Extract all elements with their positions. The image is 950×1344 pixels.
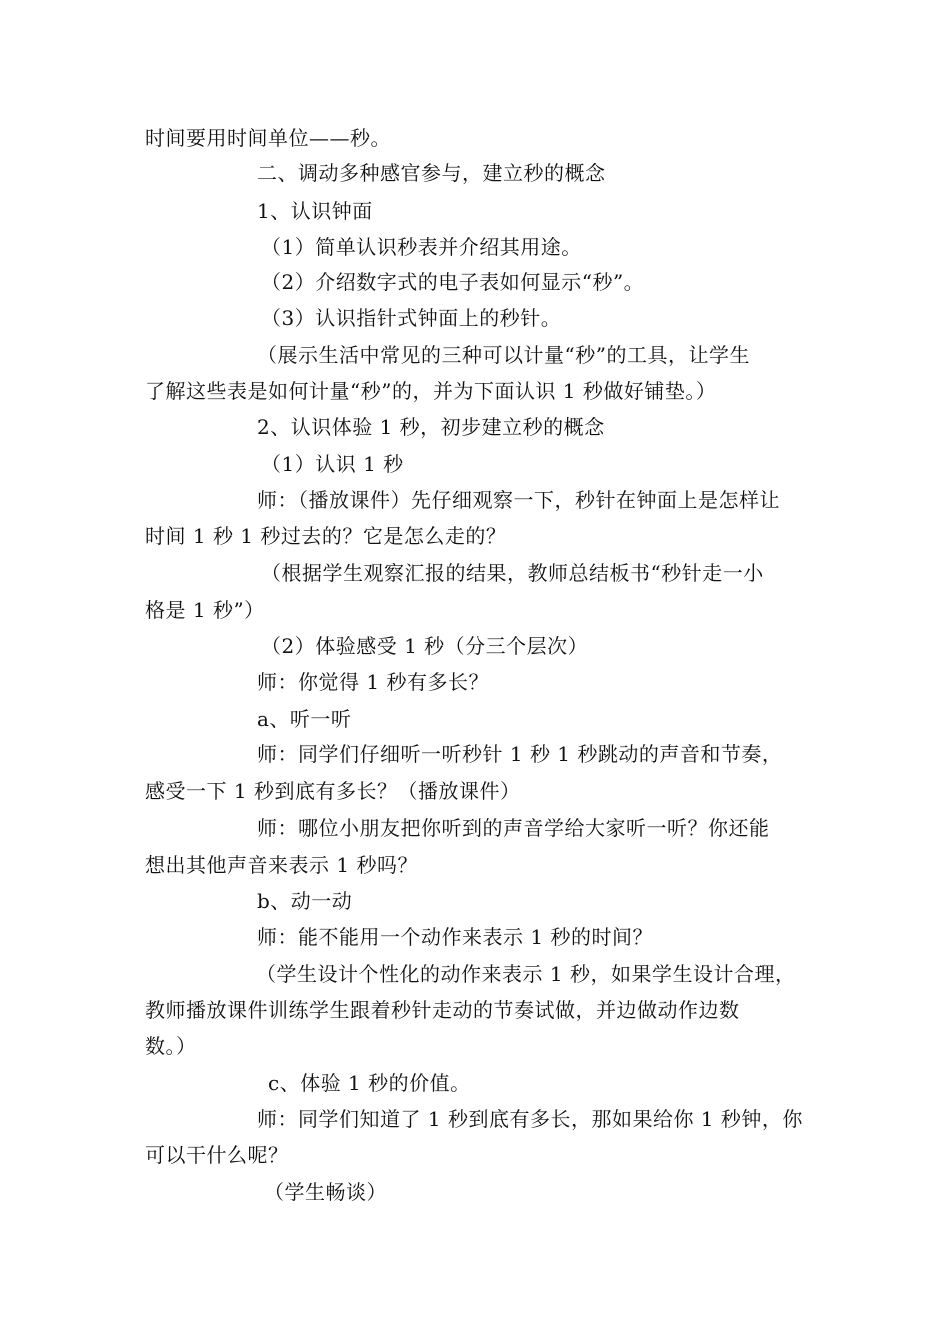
text-line: （2）体验感受 1 秒（分三个层次） [261,634,589,658]
text-line: 师：同学们仔细听一听秒针 1 秒 1 秒跳动的声音和节奏， [257,742,783,766]
text-line: 师：哪位小朋友把你听到的声音学给大家听一听？你还能 [257,816,770,840]
text-line: 时间 1 秒 1 秒过去的？它是怎么走的？ [145,524,507,548]
text-line: （学生设计个性化的动作来表示 1 秒，如果学生设计合理， [256,962,796,986]
text-line: 师：同学们知道了 1 秒到底有多长，那如果给你 1 秒钟，你 [257,1107,803,1131]
text-line: （1）简单认识秒表并介绍其用途。 [261,235,582,259]
text-line: 师：（播放课件）先仔细观察一下，秒针在钟面上是怎样让 [257,488,780,512]
subsection-heading: 2、认识体验 1 秒，初步建立秒的概念 [257,415,605,439]
text-line: 时间要用时间单位——秒。 [145,126,391,150]
text-line: 感受一下 1 秒到底有多长？（播放课件） [145,779,521,803]
text-line: 可以干什么呢？ [145,1143,289,1167]
text-line: 数。） [145,1034,197,1058]
text-line: （3）认识指针式钟面上的秒针。 [261,306,562,330]
text-line: 教师播放课件训练学生跟着秒针走动的节奏试做，并边做动作边数 [145,998,740,1022]
text-line: c、体验 1 秒的价值。 [268,1071,471,1095]
text-line: 师：能不能用一个动作来表示 1 秒的时间？ [257,925,653,949]
section-heading: 二、调动多种感官参与，建立秒的概念 [257,161,606,185]
text-line: b、动一动 [257,889,353,913]
text-line: （学生畅谈） [264,1180,387,1204]
text-line: 了解这些表是如何计量“秒”的，并为下面认识 1 秒做好铺垫。） [145,379,717,403]
text-line: 想出其他声音来表示 1 秒吗？ [145,853,418,877]
subsection-heading: 1、认识钟面 [257,199,373,223]
text-line: （2）介绍数字式的电子表如何显示“秒”。 [261,270,645,294]
text-line: 师：你觉得 1 秒有多长？ [257,670,489,694]
text-line: 格是 1 秒”） [145,598,265,622]
text-line: （展示生活中常见的三种可以计量“秒”的工具，让学生 [257,343,750,367]
text-line: a、听一听 [257,707,352,731]
text-line: （1）认识 1 秒 [261,452,404,476]
text-line: （根据学生观察汇报的结果，教师总结板书“秒针走一小 [261,561,764,585]
